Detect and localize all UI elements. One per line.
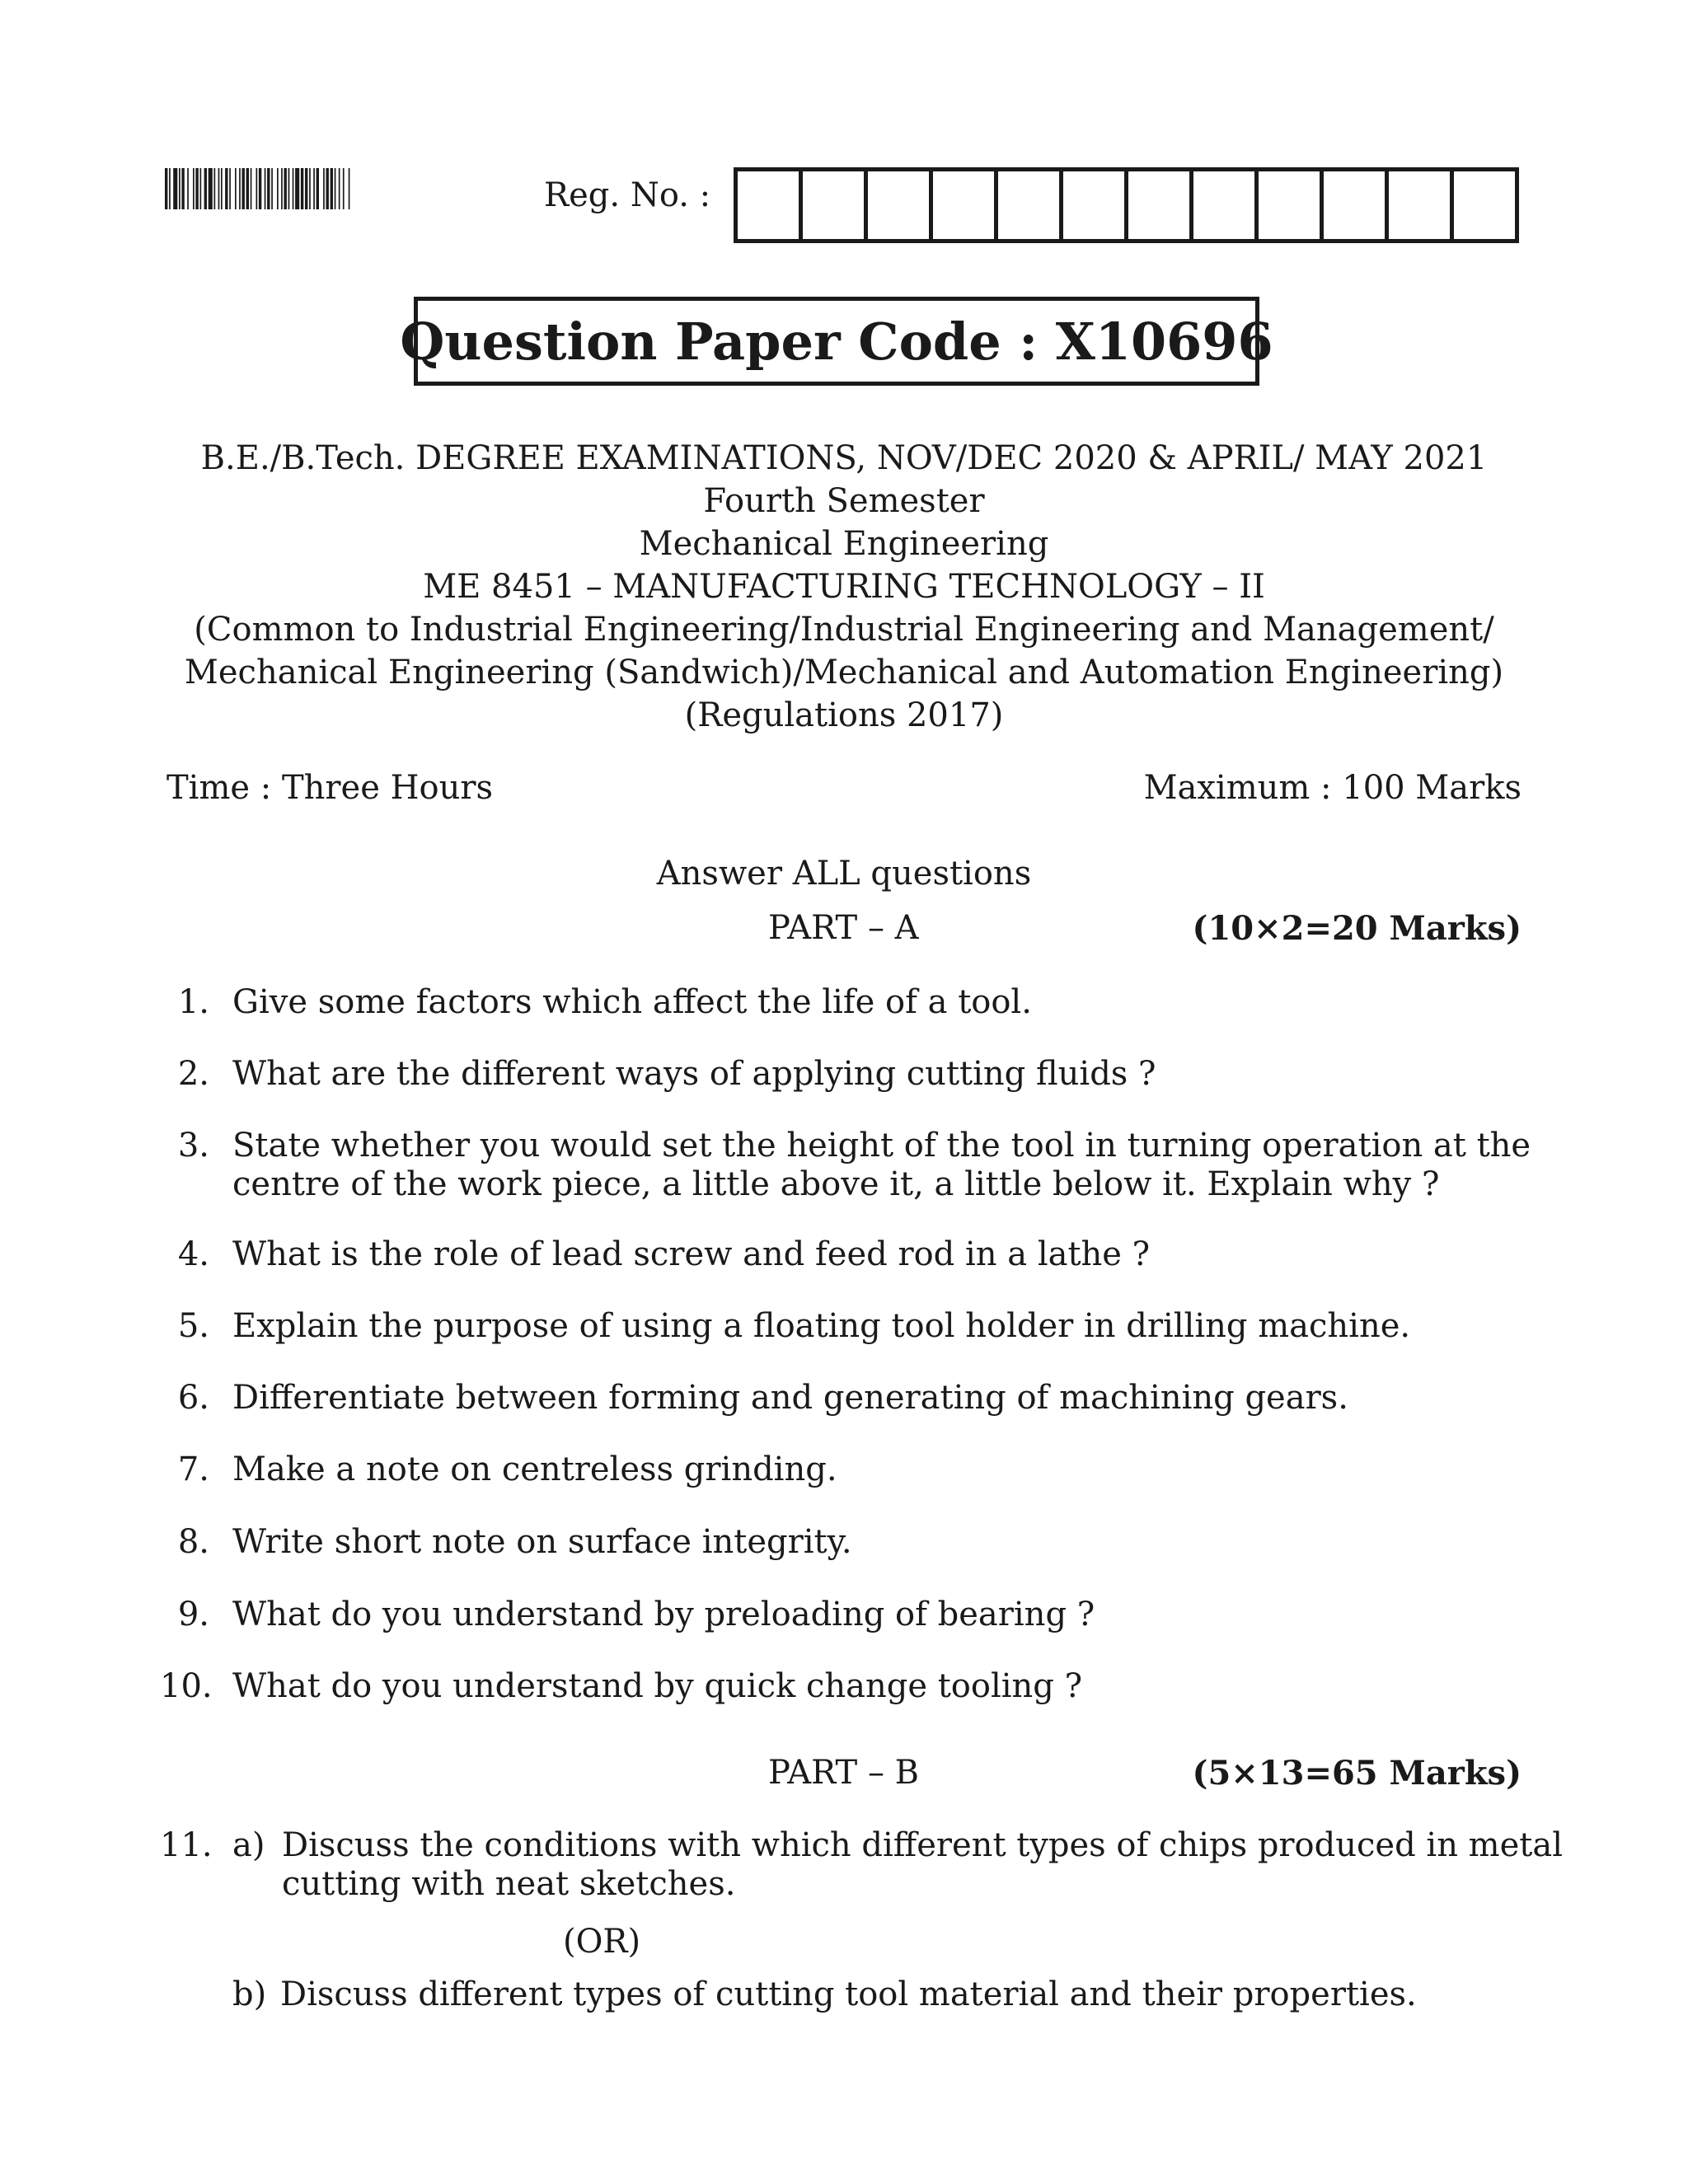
question-11a-line-2: cutting with neat sketches. — [282, 1865, 736, 1903]
part-a-title: PART – A — [768, 909, 919, 947]
reg-no-box — [1324, 171, 1389, 239]
reg-no-box — [803, 171, 868, 239]
reg-no-box — [1389, 171, 1454, 239]
question-text: Make a note on centreless grinding. — [232, 1451, 837, 1488]
part-b-title: PART – B — [768, 1754, 920, 1792]
question-11b-label: b) — [232, 1975, 267, 2013]
exam-subject: ME 8451 – MANUFACTURING TECHNOLOGY – II — [423, 568, 1265, 606]
question-paper-code: Question Paper Code : X10696 — [414, 297, 1259, 386]
reg-no-boxes — [734, 167, 1519, 243]
reg-no-label: Reg. No. : — [544, 176, 711, 214]
question-text: What are the different ways of applying cutting fluids ? — [232, 1055, 1156, 1093]
reg-no-box — [868, 171, 933, 239]
exam-common-line-1: (Common to Industrial Engineering/Industrial Engineering and Management/ — [194, 611, 1494, 649]
reg-no-box — [1259, 171, 1324, 239]
part-b-marks: (5×13=65 Marks) — [1192, 1754, 1522, 1793]
reg-no-box — [1128, 171, 1193, 239]
question-11b-text: Discuss different types of cutting tool material and their properties. — [280, 1975, 1417, 2013]
exam-time: Time : Three Hours — [166, 769, 493, 807]
question-number: 1. — [177, 983, 209, 1021]
question-text: State whether you would set the height of the tool in turning operation at the — [232, 1127, 1531, 1165]
question-text: centre of the work piece, a little above it, a little below it. Explain why ? — [232, 1165, 1440, 1203]
exam-instruction: Answer ALL questions — [656, 855, 1032, 893]
question-text: What do you understand by quick change tooling ? — [232, 1667, 1083, 1705]
exam-max-marks: Maximum : 100 Marks — [1143, 769, 1522, 807]
question-number: 3. — [177, 1127, 209, 1165]
question-number: 2. — [177, 1055, 209, 1093]
reg-no-box — [998, 171, 1063, 239]
question-text: Explain the purpose of using a floating tool holder in drilling machine. — [232, 1307, 1411, 1345]
exam-regulations: (Regulations 2017) — [684, 696, 1004, 734]
exam-semester: Fourth Semester — [703, 482, 985, 520]
reg-no-box — [933, 171, 998, 239]
question-number: 6. — [177, 1379, 209, 1417]
reg-no-box — [1193, 171, 1259, 239]
question-text: Write short note on surface integrity. — [232, 1523, 852, 1561]
exam-branch: Mechanical Engineering — [639, 525, 1049, 563]
reg-no-box — [1063, 171, 1128, 239]
part-a-marks: (10×2=20 Marks) — [1192, 909, 1522, 948]
question-number: 8. — [177, 1523, 209, 1561]
question-11a-label: a) — [232, 1826, 265, 1864]
question-text: Differentiate between forming and generating of machining gears. — [232, 1379, 1348, 1417]
exam-common-line-2: Mechanical Engineering (Sandwich)/Mechanical and Automation Engineering) — [184, 654, 1504, 691]
question-number: 5. — [177, 1307, 209, 1345]
question-number: 9. — [177, 1596, 209, 1633]
question-number: 4. — [177, 1235, 209, 1273]
question-number: 10. — [160, 1667, 213, 1705]
question-number: 11. — [160, 1826, 213, 1864]
exam-title: B.E./B.Tech. DEGREE EXAMINATIONS, NOV/DEC 2020 & APRIL/ MAY 2021 — [200, 439, 1488, 477]
reg-no-box — [1454, 171, 1515, 239]
reg-no-box — [738, 171, 803, 239]
question-text: Give some factors which affect the life of a tool. — [232, 983, 1032, 1021]
or-separator: (OR) — [563, 1923, 641, 1961]
question-11a-line-1: Discuss the conditions with which different types of chips produced in metal — [282, 1826, 1563, 1864]
question-text: What do you understand by preloading of bearing ? — [232, 1596, 1095, 1633]
barcode-image — [165, 168, 414, 209]
question-number: 7. — [177, 1451, 209, 1488]
question-text: What is the role of lead screw and feed rod in a lathe ? — [232, 1235, 1151, 1273]
